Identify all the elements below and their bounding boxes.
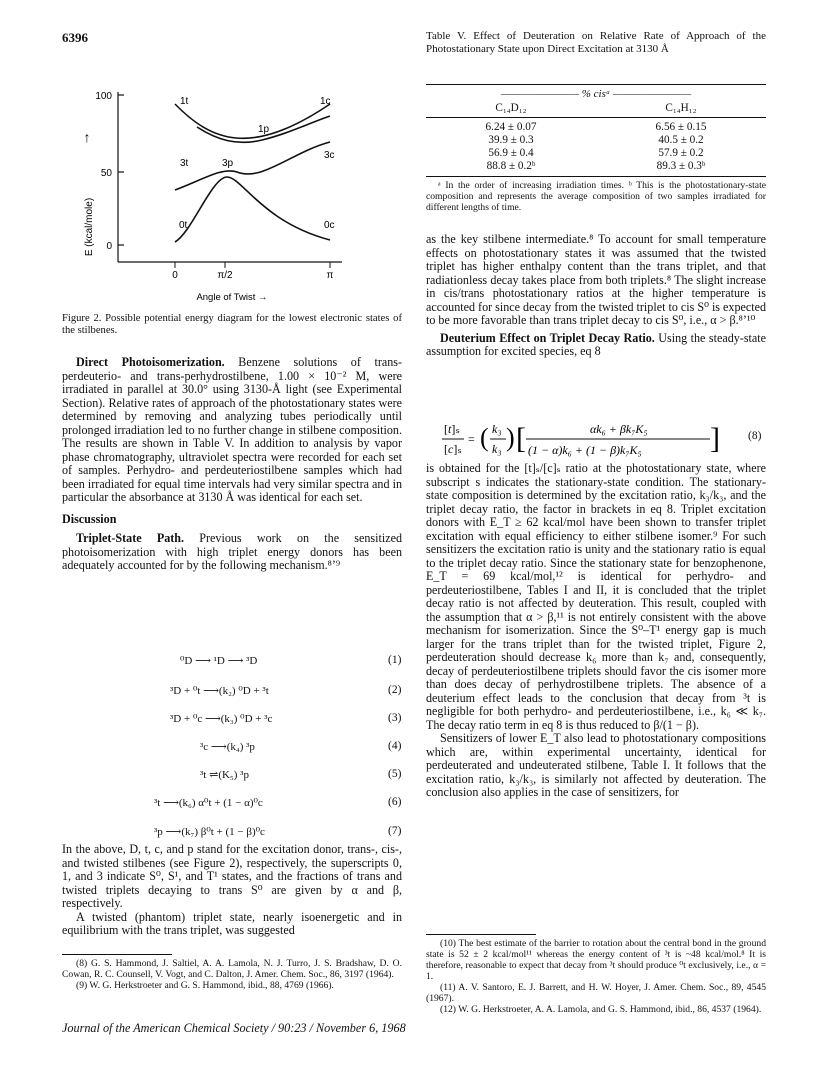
table-span-header: ———————— % cisᵃ ———————— [500,88,692,100]
reference-10: (10) The best estimate of the barrier to rotation about the central bond in the ground state is 52 ± 2 kcal/mol¹¹ whereas the energy content of ³t is ~48 kcal/mol.⁸ It is therefore, reasonable to expect that decay from ³t should produce ⁰t exclusively, i.e., α = 1. [426,938,766,982]
equation-7: ³p ⟶(k₇) β⁰t + (1 − β)⁰c [154,826,265,838]
triplet-paragraph [62,532,402,573]
table-bottom-rule [426,176,766,177]
table-cell: 40.5 ± 0.2 [658,134,704,146]
x-tick-pi-half: π/2 [217,270,233,281]
table-row [426,147,766,160]
figure-caption: Figure 2. Possible potential energy diagram for the lowest electronic states of the stilbenes. [62,313,402,336]
left-column-lower [62,843,402,938]
right-column [426,233,766,359]
table-column-headers [426,102,766,115]
table-cell: 56.9 ± 0.4 [488,147,534,159]
deuterium-heading: Deuterium Effect on Triplet Decay Ratio. [440,330,655,345]
svg-text:k₃: k₃ [492,442,502,456]
table-title-text: Table V. Effect of Deuteration on Relative Rate of Approach of the Photostationary State upon Direct Excitation at 3130 Å [426,30,766,55]
label-1t: 1t [180,96,189,107]
direct-paragraph [62,356,402,505]
y-tick-50: 50 [100,168,112,179]
table-cell: 6.24 ± 0.07 [485,121,537,133]
curve-singlet [175,104,330,138]
after-equations-paragraph: In the above, D, t, c, and p stand for the excitation donor, trans-, cis-, and twisted stilbenes (see Figure 2), respectively, the superscripts 0, 1, and 3 indicate S⁰, S¹, and T¹ states, and the fractions of trans and twisted triplets decaying to trans S⁰ are given by α and β, respectively. [62,842,402,910]
table-footnote: ᵃ In the order of increasing irradiation times. ᵇ This is the photostationary-state composition and represents the average composition of two samples irradiated for different lengths of time. [426,180,766,213]
svg-text:=: = [468,432,475,446]
table-cell: 88.8 ± 0.2ᵇ [486,160,536,172]
left-column [62,356,402,573]
table-row [426,160,766,173]
equation-6: ³t ⟶(k₆) α⁰t + (1 − α)⁰c [154,797,263,809]
equation-1: ⁰D ⟶ ¹D ⟶ ³D [180,655,258,667]
left-footnote-rule [62,954,172,955]
equation-6-number: (6) [388,796,402,808]
y-axis-arrow: ↑ [83,129,91,145]
table-row [426,121,766,134]
y-tick-0: 0 [106,241,112,252]
right-paragraph-2: is obtained for the [t]ₛ/[c]ₛ ratio at the photostationary state, where subscript s indicates the stationary-state condition. The stationary-state composition is determined by the excitation ratio, k₃/k₃, and the triplet decay ratio, the factor in brackets in eq 8. Triplet excitation donors with E_T ≥ 62 kcal/mol have been shown to transfer triplet excitation with equal efficiency to either stilbene isomer.⁹ For such sensitizers the excitation ratio is unity and the stationary ratio is equal to the triplet decay ratio. Since the stationary state for benzophenone, E_T = 69 kcal/mol,¹² is identical for perhydro- and perdeuteriostilbene, Tables I and II, it is concluded that the triplet decay ratio is not affected by deuteration. This result, coupled with the assumption that α > β,¹¹ is not entirely consistent with the above mechanism for isomerization. Since the S⁰–T¹ energy gap is much larger for the trans triplet than for the twisted triplet, Figure 2, perdeuteration should decrease k₆ more than k₇ and, consequently, decay of perdeuteriostilbene triplets should favor the cis isomer more than does decay of perhydrostilbene triplets. The absence of a deuterium effect leads to the conclusion that decay from ³t is negligible for both perhydro- and perdeuteriostilbene, i.e., k₆ ≪ k₇. The decay ratio term in eq 8 is thus reduced to β/(1 − β). [426,461,766,732]
left-references [62,958,402,991]
equation-7-number: (7) [388,825,402,837]
label-3p: 3p [222,158,234,169]
deuterium-paragraph [426,332,766,359]
equation-2: ³D + ⁰t ⟶(k₂) ⁰D + ³t [170,685,269,697]
energy-diagram [62,82,407,307]
equation-5-number: (5) [388,768,402,780]
equation-3: ³D + ⁰c ⟶(k₃) ⁰D + ³c [170,713,273,725]
deuterium-text: Using the steady-state assumption for excited species, eq 8 [426,330,766,358]
right-column-lower [426,462,766,800]
equation-4: ³c ⟶(k₄) ³p [200,741,255,753]
label-1p: 1p [258,124,270,135]
triplet-text: Previous work on the sensitized photoisomerization with high triplet energy donors has been adequately accounted for by the following mechanism.⁸ʼ⁹ [62,531,403,572]
triplet-heading: Triplet-State Path. [76,531,185,545]
svg-text:]: ] [710,422,720,455]
svg-text:[t]ₛ: [t]ₛ [444,422,460,436]
table-body [426,121,766,173]
label-0c: 0c [324,220,335,231]
table-cell: 57.9 ± 0.2 [658,147,704,159]
equation-8-number: (8) [748,430,762,442]
x-tick-pi: π [326,270,334,281]
reference-11: (11) A. V. Santoro, E. J. Barrett, and H. W. Hoyer, J. Amer. Chem. Soc., 89, 4545 (1967). [426,982,766,1004]
direct-heading: Direct Photoisomerization. [76,355,225,369]
phantom-paragraph: A twisted (phantom) triplet state, nearly isoenergetic and in equilibrium with the trans triplet, was suggested [62,909,402,937]
reference-8: (8) G. S. Hammond, J. Saltiel, A. A. Lamola, N. J. Turro, J. S. Bradshaw, D. O. Cowan, R. C. Counsell, V. Vogt, and C. Dalton, J. Amer. Chem. Soc., 86, 3197 (1964). [62,958,402,980]
svg-text:(1 − α)k₆ + (1 − β)k₇K₅: (1 − α)k₆ + (1 − β)k₇K₅ [528,443,642,457]
svg-text:(: ( [480,423,489,452]
table-title [426,30,766,55]
right-footnote-rule [426,934,536,935]
table-row [426,134,766,147]
equation-2-number: (2) [388,684,402,696]
svg-text:[c]ₛ: [c]ₛ [444,442,462,456]
curve-triplet [175,142,330,190]
column-header-deuterated: C₁₄D₁₂ [495,102,527,114]
equation-5: ³t ⇌(K₅) ³p [200,769,249,781]
x-tick-0: 0 [172,270,178,281]
direct-text: Benzene solutions of trans-perdeuterio- and trans-perhydrostilbene, 1.00 × 10⁻² M, were irradiated in parallel at 30.0° using 3130-Å light (see Experimental Section). Relative rates of approach of the photostationary states were determined by removing and analyzing tubes periodically until prolonged irradiation led to no further change in stilbene composition. The results are shown in Table V. In addition to analysis by vapor phase chromatography, ultraviolet spectra were recorded for each set of samples. Perhydro- and perdeuteriostilbene samples which had been irradiated for equal time intervals had very similar spectra and in particular the absorbance at 3130 Å was identical for each set. [62,355,402,504]
reference-9: (9) W. G. Herkstroeter and G. S. Hammond, ibid., 88, 4769 (1966). [76,980,334,991]
table-header-rule [426,117,766,118]
label-1c: 1c [320,96,331,107]
svg-text:αk₆ + βk₇K₅: αk₆ + βk₇K₅ [590,422,648,436]
svg-text:k₃: k₃ [492,422,502,436]
column-header-perhydro: C₁₄H₁₂ [665,102,697,114]
right-paragraph-3: Sensitizers of lower E_T also lead to photostationary compositions which are, within experimental uncertainty, identical for perdeuterated and undeuterated stilbene, Table I. It follows that the excitation ratio, k₃/k₃, is similarly not affected by deuteration. The conclusion also applies in the case of sensitizers, for [426,731,766,799]
right-paragraph-1: as the key stilbene intermediate.⁸ To account for small temperature effects on photostationary states it was assumed that the twisted triplet has higher enthalpy content than the trans triplet, and that radiationless decay takes place from both triplets.⁸ The slight increase in cis/trans photostationary ratios at the higher temperature is accounted for since decay from the twisted triplet to cis S⁰ is expected to be more favorable than trans triplet decay to cis S⁰, i.e., α > β.⁸ʼ¹⁰ [426,232,767,327]
equation-1-number: (1) [388,654,402,666]
equation-3-number: (3) [388,712,402,724]
label-0t: 0t [179,220,188,231]
page-number: 6396 [62,30,88,45]
label-3c: 3c [324,150,335,161]
label-3t: 3t [180,158,189,169]
reference-12: (12) W. G. Herkstroeter, A. A. Lamola, and G. S. Hammond, ibid., 86, 4537 (1964). [440,1004,762,1015]
table-span-header-text: % cisᵃ [581,88,611,100]
table-cell: 89.3 ± 0.3ᵇ [656,160,706,172]
y-axis-label: E (kcal/mole) [84,197,95,257]
svg-text:): ) [506,423,515,452]
y-tick-100: 100 [95,91,112,102]
table-top-rule [426,84,766,85]
right-references [426,938,766,1015]
table-cell: 6.56 ± 0.15 [655,121,707,133]
x-axis-label: Angle of Twist → [196,292,268,303]
equation-4-number: (4) [388,740,402,752]
table-cell: 39.9 ± 0.3 [488,134,534,146]
equation-8 [440,418,770,462]
svg-text:[: [ [516,422,526,455]
journal-footer: Journal of the American Chemical Society / 90:23 / November 6, 1968 [62,1021,406,1035]
discussion-heading: Discussion [62,511,117,526]
curve-ground [175,177,330,242]
